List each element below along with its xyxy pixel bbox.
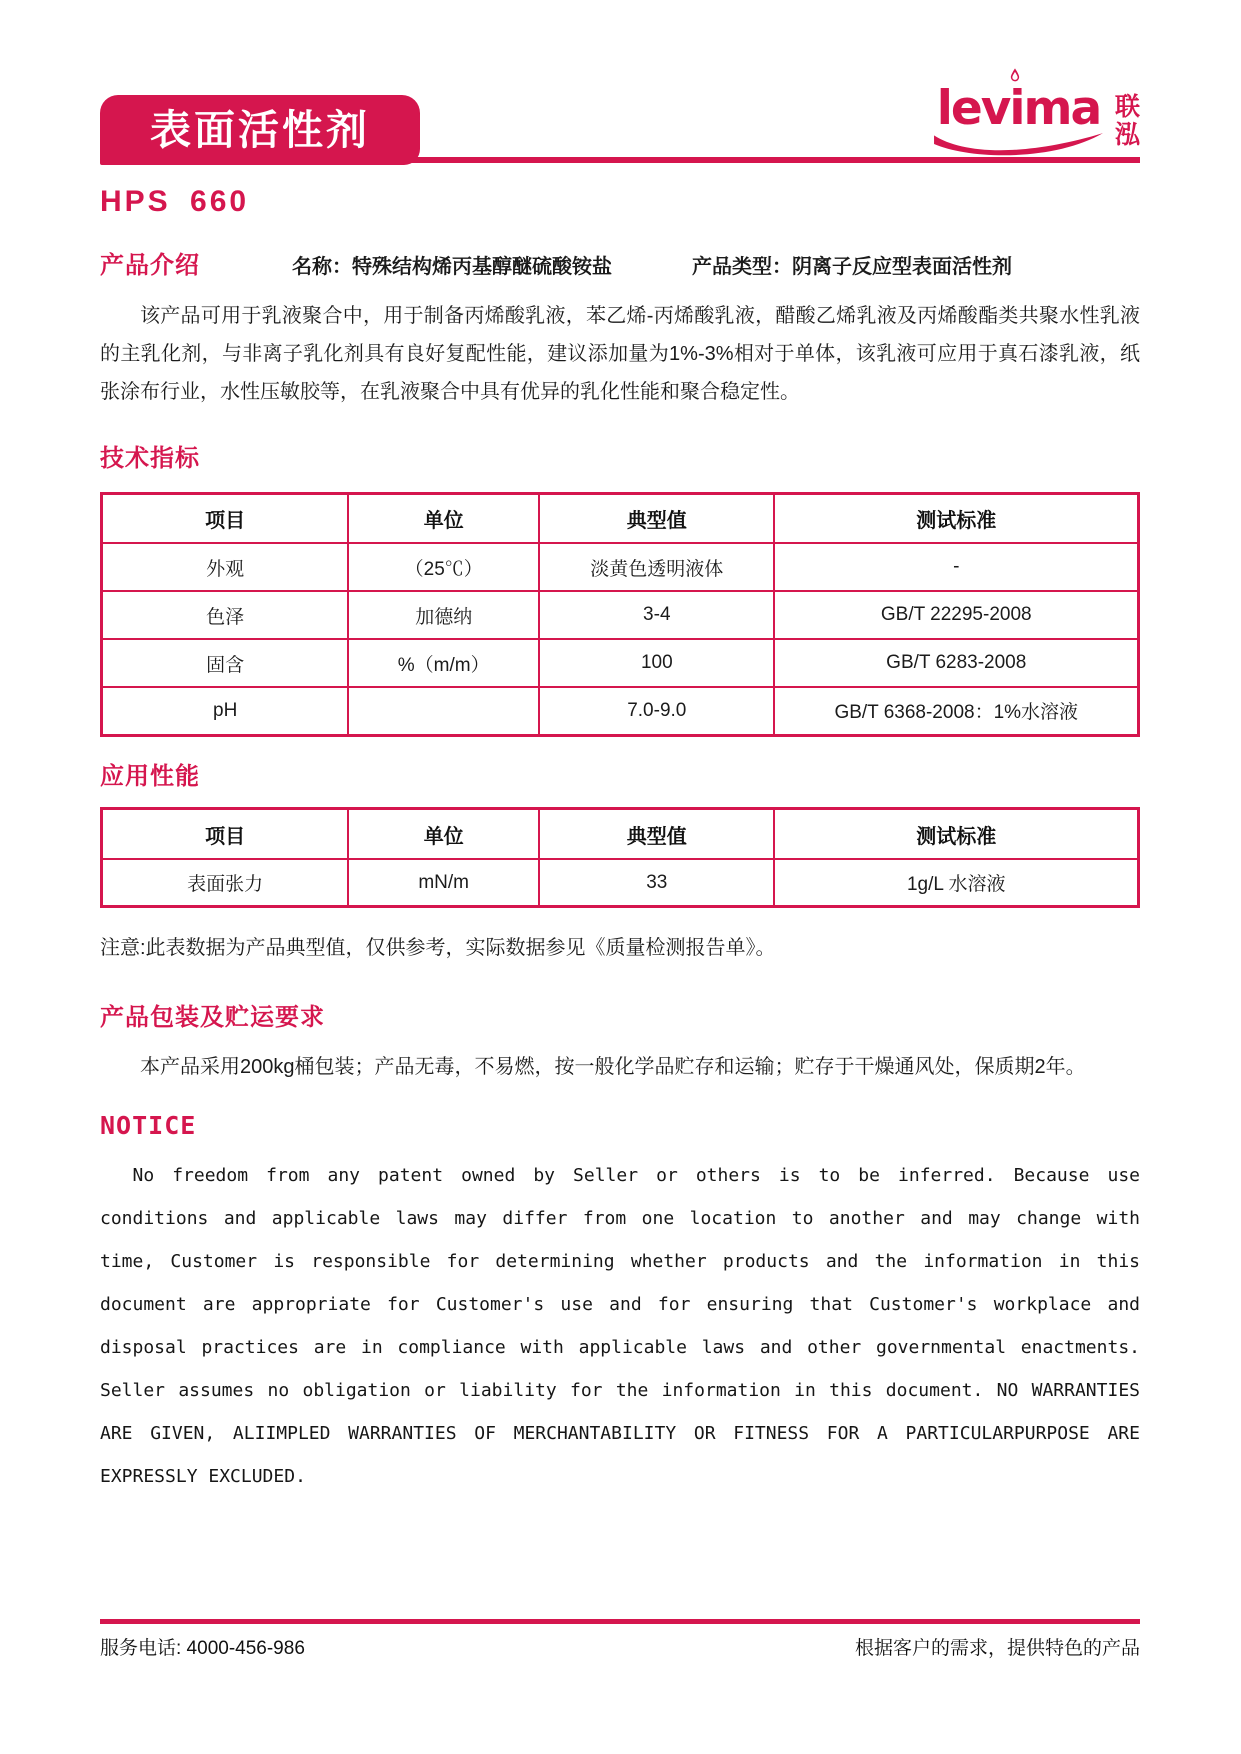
cell: - [774,543,1138,591]
table-row [102,859,1139,907]
cell: GB/T 22295-2008 [774,591,1138,639]
tech-specs-heading: 技术指标 [100,444,200,472]
cell: 7.0-9.0 [539,687,774,735]
logo-cn-bottom: 泓 [1114,121,1140,150]
notice-heading: NOTICE [100,1111,197,1141]
table-row [102,591,1139,639]
table-header-row [102,809,1139,859]
logo-chinese-name [1115,93,1140,149]
logo-cn-top: 联 [1114,93,1140,122]
tech-specs-table [100,492,1140,737]
category-banner [100,95,420,165]
cell: 淡黄色透明液体 [539,543,774,591]
table-row [102,543,1139,591]
intro-row [100,250,1140,281]
header-divider [100,157,1140,163]
logo-word-right: ma [1023,81,1101,137]
col-header-unit: 单位 [348,493,539,543]
table-row [102,687,1139,735]
logo-word [936,81,1101,137]
col-header-standard: 测试标准 [774,809,1138,859]
application-table [100,807,1140,908]
banner-title: 表面活性剂 [150,106,370,153]
product-description: 该产品可用于乳液聚合中，用于制备丙烯酸乳液，苯乙烯-丙烯酸乳液，醋酸乙烯乳液及丙烯酸酯类共聚水性乳液的主乳化剂，与非离子乳化剂具有良好复配性能，建议添加量为1%-3%相对于单体，该乳液可应用于真石漆乳液，纸张涂布行业，水性压敏胶等，在乳液聚合中具有优异的乳化性能和聚合稳定性。 [100,304,1140,403]
levima-logo [931,81,1140,157]
cell: GB/T 6368-2008：1%水溶液 [774,687,1138,735]
col-header-typical: 典型值 [539,809,774,859]
cell: GB/T 6283-2008 [774,639,1138,687]
table-header-row [102,493,1139,543]
footer-slogan: 根据客户的需求，提供特色的产品 [854,1638,1140,1659]
page-header [100,0,1140,165]
logo-word-left: lev [936,81,1010,137]
cell: 表面张力 [102,859,349,907]
application-heading: 应用性能 [100,762,200,790]
page-footer [100,1619,1140,1660]
water-droplet-icon [1010,68,1020,82]
col-header-standard: 测试标准 [774,493,1138,543]
col-header-item: 项目 [102,809,349,859]
cell: （25℃） [348,543,539,591]
cell: 固含 [102,639,349,687]
notice-text: No freedom from any patent owned by Seller or others is to be inferred. Because use conditions and applicable laws may differ from one location to another and may change with time, Customer is responsible for determining whether products and the information in this document are appropriate for Customer's use and for ensuring that Customer's workplace and disposal practices are in compliance with applicable laws and other governmental enactments. Seller assumes no obligation or liability for the information in this document. NO WARRANTIES ARE GIVEN, ALIIMPLED WARRANTIES OF MERCHANTABILITY OR FITNESS FOR A PARTICULARPURPOSE ARE EXPRESSLY EXCLUDED. [100,1165,1140,1488]
cell: 33 [539,859,774,907]
cell: mN/m [348,859,539,907]
logo-wordmark [931,81,1106,157]
packaging-heading: 产品包装及贮运要求 [100,1004,325,1032]
product-code-title: HPS 660 [100,185,250,218]
cell: 3-4 [539,591,774,639]
cell: 加德纳 [348,591,539,639]
product-type: 产品类型：阴离子反应型表面活性剂 [692,256,1012,278]
service-phone: 服务电话: 4000-456-986 [100,1638,305,1659]
col-header-typical: 典型值 [539,493,774,543]
packaging-text: 本产品采用200kg桶包装；产品无毒，不易燃，按一般化学品贮存和运输；贮存于干燥通风处，保质期2年。 [140,1056,1086,1079]
logo-letter-i [1009,81,1023,136]
logo-i-glyph: i [1009,81,1024,137]
table-row [102,639,1139,687]
col-header-item: 项目 [102,493,349,543]
cell: 100 [539,639,774,687]
table-note: 注意:此表数据为产品典型值，仅供参考，实际数据参见《质量检测报告单》。 [100,937,776,960]
cell: %（m/m） [348,639,539,687]
col-header-unit: 单位 [348,809,539,859]
cell: pH [102,687,349,735]
product-name: 名称：特殊结构烯丙基醇醚硫酸铵盐 [292,256,612,278]
cell [348,687,539,735]
cell: 色泽 [102,591,349,639]
cell: 1g/L 水溶液 [774,859,1138,907]
cell: 外观 [102,543,349,591]
intro-heading: 产品介绍 [100,252,200,279]
